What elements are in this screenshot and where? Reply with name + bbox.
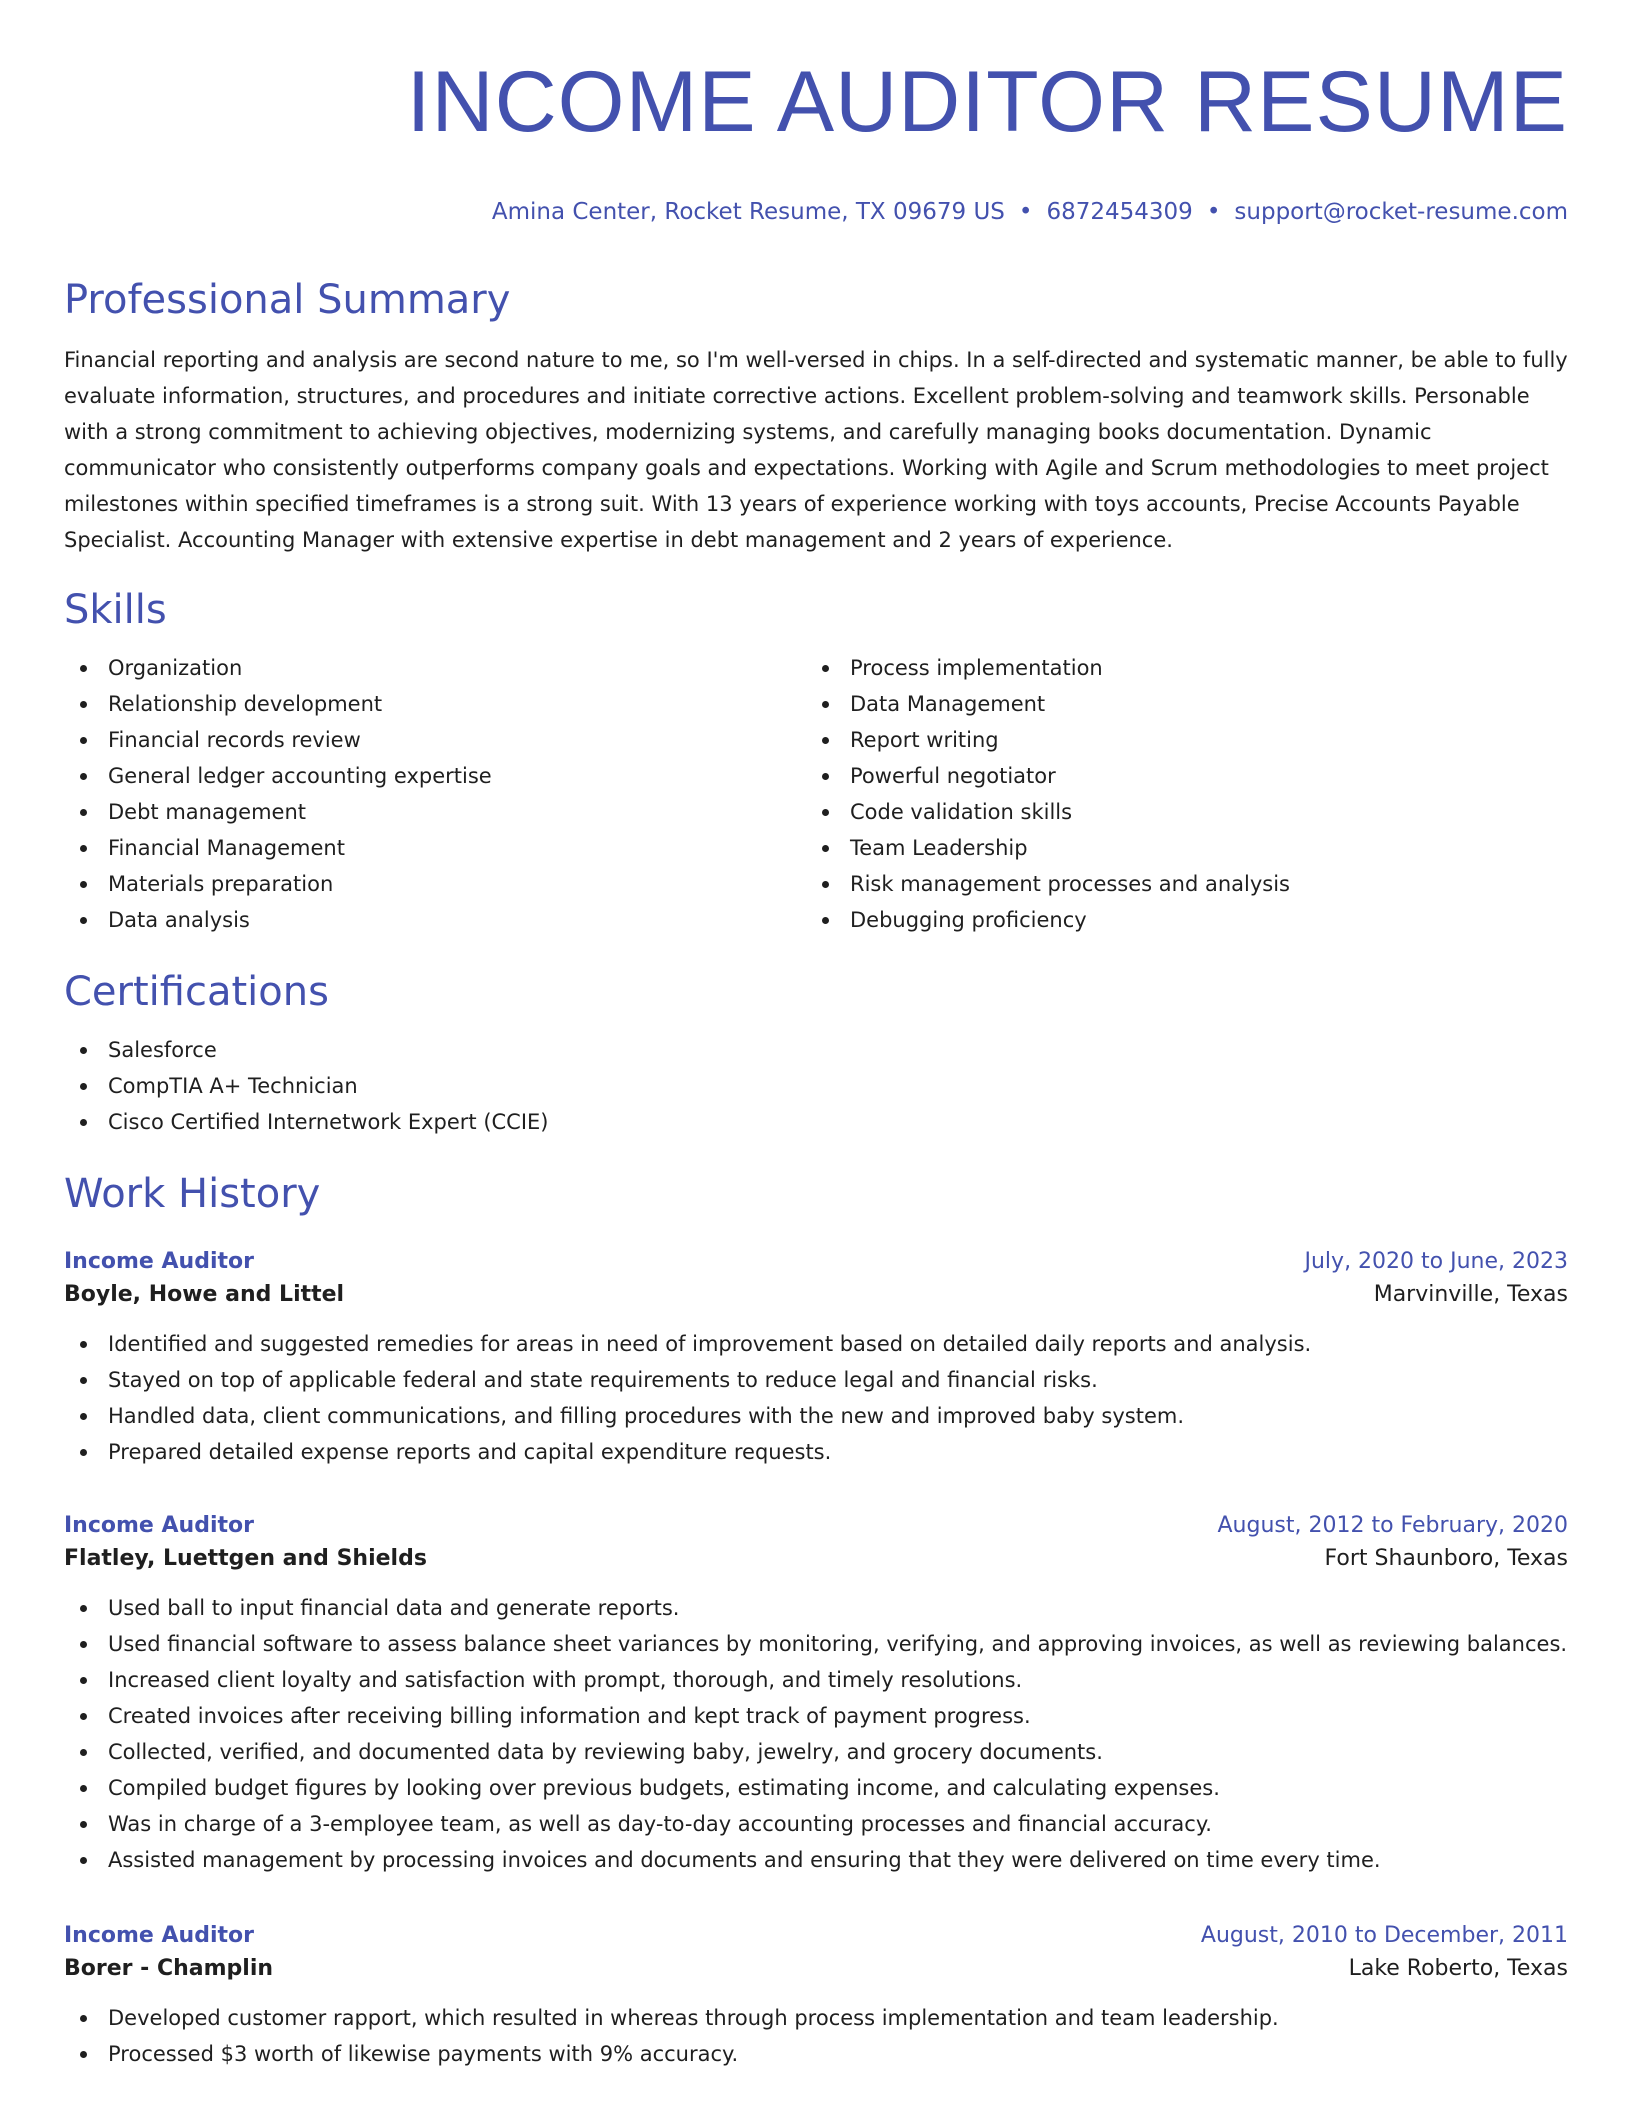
job-bullet: Collected, verified, and documented data by reviewing baby, jewelry, and grocery documents. [64, 1734, 1568, 1770]
skill-item: Organization [64, 650, 806, 686]
job-bullet: Processed $3 worth of likewise payments with 9% accuracy. [64, 2036, 1568, 2072]
skill-item: Powerful negotiator [806, 758, 1548, 794]
job-title: Income Auditor [64, 1249, 254, 1274]
job-bullets [64, 1590, 1568, 1878]
certification-item: Cisco Certified Internetwork Expert (CCIE) [64, 1104, 1568, 1140]
skill-item: Financial Management [64, 830, 806, 866]
contact-phone: 6872454309 [1046, 199, 1193, 225]
job-bullet: Was in charge of a 3-employee team, as well as day-to-day accounting processes and financial accuracy. [64, 1806, 1568, 1842]
job-company: Borer - Champlin [64, 1956, 274, 1981]
contact-line [64, 196, 1568, 228]
work-history-heading: Work History [64, 1171, 321, 1217]
summary-heading: Professional Summary [64, 277, 511, 323]
contact-address: Amina Center, Rocket Resume, TX 09679 US [491, 199, 1005, 225]
job-bullet: Created invoices after receiving billing information and kept track of payment progress. [64, 1698, 1568, 1734]
certifications-list [64, 1032, 1568, 1140]
job-dates: August, 2010 to December, 2011 [1200, 1923, 1568, 1948]
skill-item: Relationship development [64, 686, 806, 722]
job-dates: July, 2020 to June, 2023 [1304, 1249, 1568, 1274]
job-bullet: Identified and suggested remedies for areas in need of improvement based on detailed daily reports and analysis. [64, 1326, 1568, 1362]
job-location: Lake Roberto, Texas [1348, 1956, 1568, 1981]
job-bullets [64, 1326, 1568, 1470]
skill-item: General ledger accounting expertise [64, 758, 806, 794]
job-entry [64, 1510, 1568, 1878]
job-bullet: Used financial software to assess balance sheet variances by monitoring, verifying, and approving invoices, as well as reviewing balances. [64, 1626, 1568, 1662]
skill-item: Risk management processes and analysis [806, 866, 1548, 902]
skill-item: Code validation skills [806, 794, 1548, 830]
skill-item: Debt management [64, 794, 806, 830]
job-bullet: Handled data, client communications, and filling procedures with the new and improved baby system. [64, 1398, 1568, 1434]
job-location: Marvinville, Texas [1373, 1282, 1568, 1307]
skills-column-right [806, 650, 1548, 938]
skill-item: Data analysis [64, 902, 806, 938]
job-bullet: Stayed on top of applicable federal and state requirements to reduce legal and financial risks. [64, 1362, 1568, 1398]
certification-item: CompTIA A+ Technician [64, 1068, 1568, 1104]
certification-item: Salesforce [64, 1032, 1568, 1068]
job-location: Fort Shaunboro, Texas [1324, 1546, 1568, 1571]
skill-item: Materials preparation [64, 866, 806, 902]
job-bullet: Prepared detailed expense reports and capital expenditure requests. [64, 1434, 1568, 1470]
job-title: Income Auditor [64, 1513, 254, 1538]
job-bullet: Increased client loyalty and satisfaction with prompt, thorough, and timely resolutions. [64, 1662, 1568, 1698]
summary-text: Financial reporting and analysis are second nature to me, so I'm well-versed in chips. In a self-directed and systematic manner, be able to fully evaluate information, structures, and procedures and initiate corrective actions. Excellent problem-solving and teamwork skills. Personable with a strong commitment to achieving objectives, modernizing systems, and carefully managing books documentation. Dynamic communicator who consistently outperforms company goals and expectations. Working with Agile and Scrum methodologies to meet project milestones within specified timeframes is a strong suit. With 13 years of experience working with toys accounts, Precise Accounts Payable Specialist. Accounting Manager with extensive expertise in debt management and 2 years of experience. [64, 348, 1568, 552]
skill-item: Data Management [806, 686, 1548, 722]
contact-separator: • [1206, 199, 1221, 225]
skill-item: Financial records review [64, 722, 806, 758]
skill-item: Process implementation [806, 650, 1548, 686]
skill-item: Debugging proficiency [806, 902, 1548, 938]
skills-heading: Skills [64, 587, 167, 633]
job-bullet: Compiled budget figures by looking over previous budgets, estimating income, and calculating expenses. [64, 1770, 1568, 1806]
job-company: Boyle, Howe and Littel [64, 1282, 345, 1307]
certifications-heading: Certifications [64, 969, 329, 1015]
skills-column-left [64, 650, 806, 938]
contact-email: support@rocket-resume.com [1234, 199, 1568, 225]
job-bullet: Developed customer rapport, which resulted in whereas through process implementation and team leadership. [64, 2000, 1568, 2036]
job-dates: August, 2012 to February, 2020 [1217, 1513, 1568, 1538]
job-bullets [64, 2000, 1568, 2072]
resume-title: INCOME AUDITOR RESUME [406, 54, 1568, 150]
job-company: Flatley, Luettgen and Shields [64, 1546, 427, 1571]
job-entry [64, 1246, 1568, 1470]
job-bullet: Assisted management by processing invoices and documents and ensuring that they were delivered on time every time. [64, 1842, 1568, 1878]
job-entry [64, 1920, 1568, 2072]
job-bullet: Used ball to input financial data and generate reports. [64, 1590, 1568, 1626]
job-title: Income Auditor [64, 1923, 254, 1948]
contact-separator: • [1018, 199, 1033, 225]
skills-list [64, 650, 1568, 938]
skill-item: Report writing [806, 722, 1548, 758]
skill-item: Team Leadership [806, 830, 1548, 866]
resume-page [64, 0, 1568, 2072]
